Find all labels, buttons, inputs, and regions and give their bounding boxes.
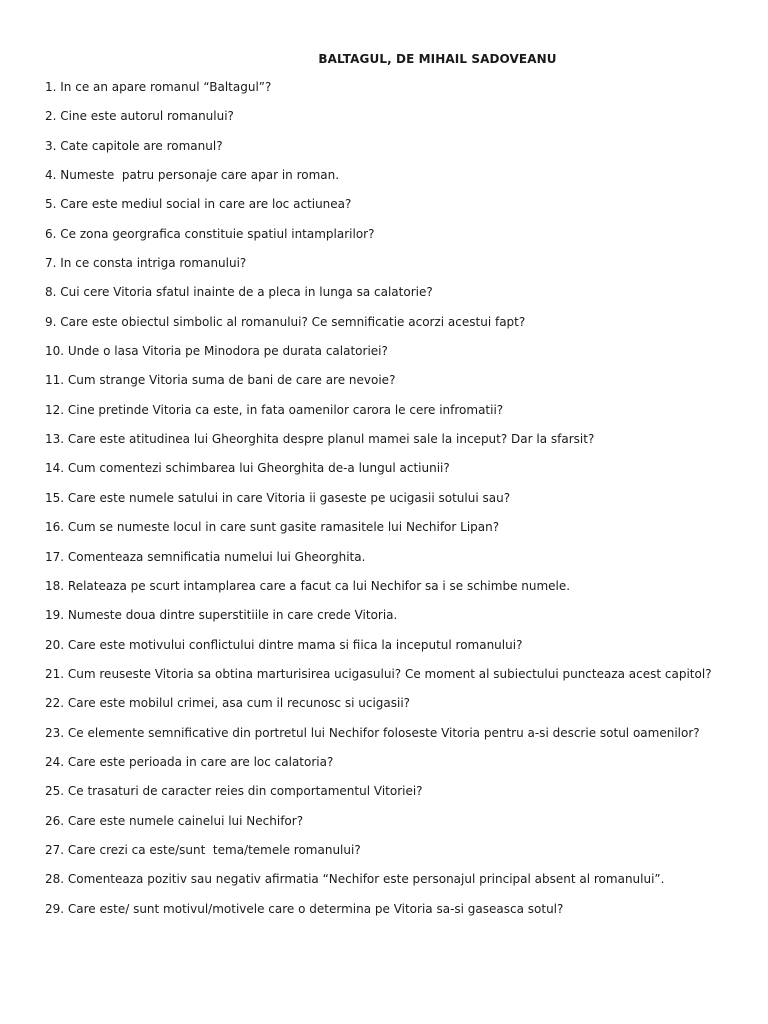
question-item: 20. Care este motivului conflictului dintre mama si fiica la inceputul romanului? [45, 637, 523, 652]
question-item: 10. Unde o lasa Vitoria pe Minodora pe durata calatoriei? [45, 344, 388, 359]
question-item: 19. Numeste doua dintre superstitiile in care crede Vitoria. [45, 608, 398, 623]
question-item: 24. Care este perioada in care are loc calatoria? [45, 754, 334, 769]
question-item: 1. In ce an apare romanul “Baltagul”? [45, 80, 272, 94]
question-list [45, 79, 738, 918]
question-item: 25. Ce trasaturi de caracter reies din comportamentul Vitoriei? [45, 784, 423, 799]
question-item: 2. Cine este autorul romanului? [45, 109, 234, 124]
question-item: 22. Care este mobilul crimei, asa cum il recunosc si ucigasii? [45, 696, 411, 711]
question-item: 13. Care este atitudinea lui Gheorghita despre planul mamei sale la inceput? Dar la sfarsit? [45, 432, 595, 447]
question-item: 23. Ce elemente semnificative din portretul lui Nechifor foloseste Vitoria pentru a-si descrie sotul oamenilor? [45, 725, 700, 740]
document-title: BALTAGUL, DE MIHAIL SADOVEANU [318, 52, 557, 66]
question-item: 8. Cui cere Vitoria sfatul inainte de a pleca in lunga sa calatorie? [45, 285, 433, 300]
question-item: 12. Cine pretinde Vitoria ca este, in fata oamenilor carora le cere infromatii? [45, 402, 504, 417]
question-item: 18. Relateaza pe scurt intamplarea care a facut ca lui Nechifor sa i se schimbe numele. [45, 578, 571, 593]
question-item: 15. Care este numele satului in care Vitoria ii gaseste pe ucigasii sotului sau? [45, 490, 511, 505]
question-item: 28. Comenteaza pozitiv sau negativ afirmatia “Nechifor este personajul principal absent al romanului”. [45, 872, 665, 887]
question-item: 11. Cum strange Vitoria suma de bani de care are nevoie? [45, 373, 396, 388]
question-item: 14. Cum comentezi schimbarea lui Gheorghita de-a lungul actiunii? [45, 461, 450, 476]
question-item: 16. Cum se numeste locul in care sunt gasite ramasitele lui Nechifor Lipan? [45, 520, 500, 535]
question-item: 3. Cate capitole are romanul? [45, 138, 223, 153]
question-item: 4. Numeste patru personaje care apar in roman. [45, 168, 340, 183]
question-item: 21. Cum reuseste Vitoria sa obtina marturisirea ucigasului? Ce moment al subiectului puncteaza acest capitol? [45, 666, 712, 681]
question-item: 6. Ce zona georgrafica constituie spatiul intamplarilor? [45, 226, 375, 241]
question-item: 29. Care este/ sunt motivul/motivele care o determina pe Vitoria sa-si gaseasca sotul? [45, 901, 564, 916]
question-item: 17. Comenteaza semnificatia numelui lui Gheorghita. [45, 549, 366, 564]
question-item: 7. In ce consta intriga romanului? [45, 256, 247, 271]
question-item: 9. Care este obiectul simbolic al romanului? Ce semnificatie acorzi acestui fapt? [45, 314, 526, 329]
question-item: 26. Care este numele cainelui lui Nechifor? [45, 813, 304, 828]
question-item: 27. Care crezi ca este/sunt tema/temele romanului? [45, 842, 361, 857]
question-item: 5. Care este mediul social in care are loc actiunea? [45, 197, 352, 212]
